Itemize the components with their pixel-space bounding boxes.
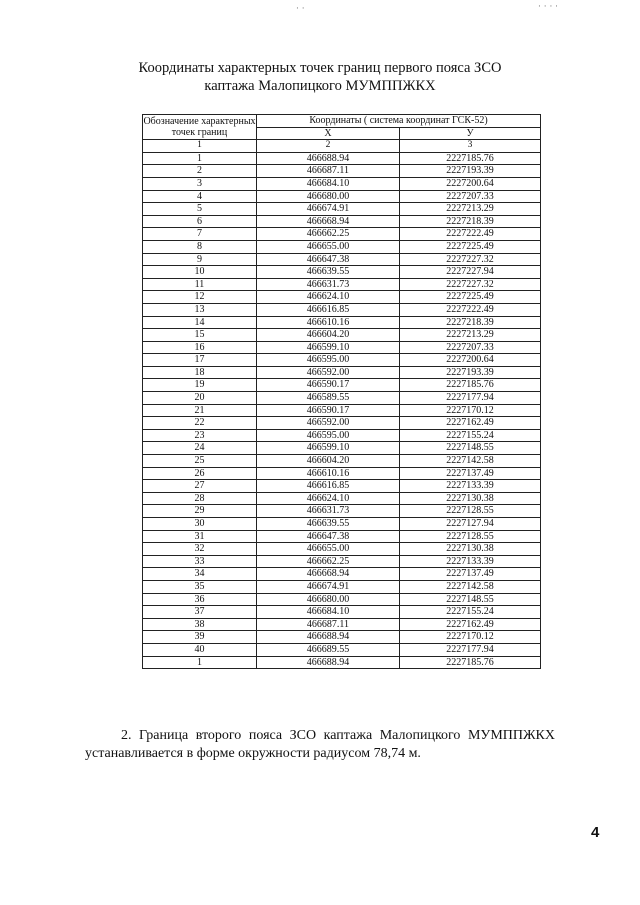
table-row bbox=[143, 404, 541, 417]
x-coordinate-cell: 466688.94 bbox=[257, 152, 400, 165]
table-row bbox=[143, 291, 541, 304]
y-coordinate-cell: 2227227.32 bbox=[400, 253, 541, 266]
x-coordinate-cell: 466655.00 bbox=[257, 240, 400, 253]
point-cell: 25 bbox=[143, 455, 257, 468]
coordinates-table bbox=[142, 114, 541, 669]
y-coordinate-cell: 2227225.49 bbox=[400, 240, 541, 253]
point-cell: 34 bbox=[143, 568, 257, 581]
y-coordinate-cell: 2227142.58 bbox=[400, 580, 541, 593]
x-coordinate-cell: 466616.85 bbox=[257, 480, 400, 493]
y-coordinate-cell: 2227225.49 bbox=[400, 291, 541, 304]
x-coordinate-cell: 466684.10 bbox=[257, 177, 400, 190]
x-coordinate-cell: 466680.00 bbox=[257, 190, 400, 203]
point-cell: 15 bbox=[143, 329, 257, 342]
x-coordinate-cell: 466674.91 bbox=[257, 203, 400, 216]
x-coordinate-cell: 466688.94 bbox=[257, 656, 400, 669]
point-cell: 6 bbox=[143, 215, 257, 228]
x-coordinate-cell: 466610.16 bbox=[257, 467, 400, 480]
y-coordinate-cell: 2227193.39 bbox=[400, 165, 541, 178]
y-coordinate-cell: 2227213.29 bbox=[400, 329, 541, 342]
x-coordinate-cell: 466624.10 bbox=[257, 492, 400, 505]
table-row bbox=[143, 530, 541, 543]
table-row bbox=[143, 593, 541, 606]
x-coordinate-cell: 466631.73 bbox=[257, 505, 400, 518]
point-cell: 30 bbox=[143, 518, 257, 531]
y-coordinate-cell: 2227177.94 bbox=[400, 392, 541, 405]
point-cell: 35 bbox=[143, 580, 257, 593]
point-cell: 18 bbox=[143, 366, 257, 379]
point-cell: 20 bbox=[143, 392, 257, 405]
point-cell: 27 bbox=[143, 480, 257, 493]
point-cell: 36 bbox=[143, 593, 257, 606]
y-coordinate-cell: 2227137.49 bbox=[400, 467, 541, 480]
x-coordinate-cell: 466604.20 bbox=[257, 329, 400, 342]
table-row bbox=[143, 631, 541, 644]
point-cell: 24 bbox=[143, 442, 257, 455]
table-row bbox=[143, 543, 541, 556]
point-cell: 17 bbox=[143, 354, 257, 367]
y-coordinate-cell: 2227162.49 bbox=[400, 618, 541, 631]
point-cell: 5 bbox=[143, 203, 257, 216]
x-coordinate-cell: 466655.00 bbox=[257, 543, 400, 556]
y-coordinate-cell: 2227128.55 bbox=[400, 505, 541, 518]
x-coordinate-cell: 466662.25 bbox=[257, 228, 400, 241]
point-cell: 39 bbox=[143, 631, 257, 644]
y-coordinate-cell: 2227155.24 bbox=[400, 429, 541, 442]
scan-mark: · · · · bbox=[538, 2, 559, 12]
y-coordinate-cell: 2227207.33 bbox=[400, 190, 541, 203]
y-coordinate-cell: 2227218.39 bbox=[400, 316, 541, 329]
y-coordinate-cell: 2227148.55 bbox=[400, 593, 541, 606]
x-coordinate-cell: 466590.17 bbox=[257, 379, 400, 392]
x-coordinate-cell: 466604.20 bbox=[257, 455, 400, 468]
table-row bbox=[143, 442, 541, 455]
x-column-header: X bbox=[257, 127, 400, 140]
page-number: 4 bbox=[591, 824, 600, 841]
point-cell: 28 bbox=[143, 492, 257, 505]
x-coordinate-cell: 466684.10 bbox=[257, 606, 400, 619]
x-coordinate-cell: 466610.16 bbox=[257, 316, 400, 329]
column-index: 3 bbox=[400, 140, 541, 153]
paragraph-line-2: устанавливается в форме окружности радиусом 78,74 м. bbox=[85, 746, 421, 761]
point-cell: 29 bbox=[143, 505, 257, 518]
table-row bbox=[143, 266, 541, 279]
x-coordinate-cell: 466668.94 bbox=[257, 568, 400, 581]
table-row bbox=[143, 152, 541, 165]
point-cell: 2 bbox=[143, 165, 257, 178]
y-coordinate-cell: 2227200.64 bbox=[400, 354, 541, 367]
y-coordinate-cell: 2227133.39 bbox=[400, 480, 541, 493]
table-row bbox=[143, 253, 541, 266]
point-cell: 4 bbox=[143, 190, 257, 203]
table-row bbox=[143, 518, 541, 531]
x-coordinate-cell: 466592.00 bbox=[257, 366, 400, 379]
table-row bbox=[143, 429, 541, 442]
x-coordinate-cell: 466590.17 bbox=[257, 404, 400, 417]
x-coordinate-cell: 466674.91 bbox=[257, 580, 400, 593]
point-cell: 22 bbox=[143, 417, 257, 430]
x-coordinate-cell: 466599.10 bbox=[257, 341, 400, 354]
y-coordinate-cell: 2227137.49 bbox=[400, 568, 541, 581]
table-row bbox=[143, 354, 541, 367]
x-coordinate-cell: 466687.11 bbox=[257, 165, 400, 178]
y-column-header: У bbox=[400, 127, 541, 140]
column-index: 2 bbox=[257, 140, 400, 153]
x-coordinate-cell: 466595.00 bbox=[257, 429, 400, 442]
point-cell: 19 bbox=[143, 379, 257, 392]
point-cell: 16 bbox=[143, 341, 257, 354]
table-row bbox=[143, 492, 541, 505]
y-coordinate-cell: 2227130.38 bbox=[400, 492, 541, 505]
table-row bbox=[143, 329, 541, 342]
point-cell: 10 bbox=[143, 266, 257, 279]
point-cell: 31 bbox=[143, 530, 257, 543]
y-coordinate-cell: 2227213.29 bbox=[400, 203, 541, 216]
scan-mark: · · bbox=[296, 4, 305, 14]
y-coordinate-cell: 2227142.58 bbox=[400, 455, 541, 468]
y-coordinate-cell: 2227133.39 bbox=[400, 555, 541, 568]
y-coordinate-cell: 2227130.38 bbox=[400, 543, 541, 556]
point-cell: 37 bbox=[143, 606, 257, 619]
x-coordinate-cell: 466662.25 bbox=[257, 555, 400, 568]
y-coordinate-cell: 2227218.39 bbox=[400, 215, 541, 228]
x-coordinate-cell: 466589.55 bbox=[257, 392, 400, 405]
table-row bbox=[143, 606, 541, 619]
table-row bbox=[143, 190, 541, 203]
x-coordinate-cell: 466639.55 bbox=[257, 266, 400, 279]
point-cell: 11 bbox=[143, 278, 257, 291]
point-cell: 1 bbox=[143, 152, 257, 165]
y-coordinate-cell: 2227200.64 bbox=[400, 177, 541, 190]
point-cell: 33 bbox=[143, 555, 257, 568]
table-row bbox=[143, 177, 541, 190]
table-row bbox=[143, 580, 541, 593]
point-designation-header: Обозначение характерных точек границ bbox=[143, 115, 256, 139]
column-index: 1 bbox=[143, 140, 257, 153]
coordinates-system-header: Координаты ( система координат ГСК-52) bbox=[257, 115, 541, 128]
table-row bbox=[143, 165, 541, 178]
point-cell: 26 bbox=[143, 467, 257, 480]
point-cell: 21 bbox=[143, 404, 257, 417]
table-row bbox=[143, 505, 541, 518]
table-row bbox=[143, 240, 541, 253]
table-row bbox=[143, 656, 541, 669]
table-row bbox=[143, 215, 541, 228]
x-coordinate-cell: 466639.55 bbox=[257, 518, 400, 531]
y-coordinate-cell: 2227162.49 bbox=[400, 417, 541, 430]
paragraph-line-1: 2. Граница второго пояса ЗСО каптажа Малопицкого МУМППЖКХ bbox=[121, 728, 555, 743]
y-coordinate-cell: 2227127.94 bbox=[400, 518, 541, 531]
y-coordinate-cell: 2227185.76 bbox=[400, 152, 541, 165]
point-cell: 32 bbox=[143, 543, 257, 556]
x-coordinate-cell: 466595.00 bbox=[257, 354, 400, 367]
y-coordinate-cell: 2227207.33 bbox=[400, 341, 541, 354]
x-coordinate-cell: 466688.94 bbox=[257, 631, 400, 644]
x-coordinate-cell: 466668.94 bbox=[257, 215, 400, 228]
table-row bbox=[143, 555, 541, 568]
point-cell: 13 bbox=[143, 303, 257, 316]
x-coordinate-cell: 466689.55 bbox=[257, 643, 400, 656]
point-cell: 3 bbox=[143, 177, 257, 190]
y-coordinate-cell: 2227222.49 bbox=[400, 303, 541, 316]
table-row bbox=[143, 480, 541, 493]
table-row bbox=[143, 341, 541, 354]
y-coordinate-cell: 2227155.24 bbox=[400, 606, 541, 619]
y-coordinate-cell: 2227148.55 bbox=[400, 442, 541, 455]
x-coordinate-cell: 466680.00 bbox=[257, 593, 400, 606]
table-row bbox=[143, 278, 541, 291]
x-coordinate-cell: 466647.38 bbox=[257, 530, 400, 543]
point-cell: 9 bbox=[143, 253, 257, 266]
y-coordinate-cell: 2227170.12 bbox=[400, 404, 541, 417]
y-coordinate-cell: 2227185.76 bbox=[400, 656, 541, 669]
table-row bbox=[143, 568, 541, 581]
point-cell: 40 bbox=[143, 643, 257, 656]
table-row bbox=[143, 392, 541, 405]
point-cell: 23 bbox=[143, 429, 257, 442]
x-coordinate-cell: 466647.38 bbox=[257, 253, 400, 266]
y-coordinate-cell: 2227222.49 bbox=[400, 228, 541, 241]
x-coordinate-cell: 466624.10 bbox=[257, 291, 400, 304]
y-coordinate-cell: 2227170.12 bbox=[400, 631, 541, 644]
y-coordinate-cell: 2227227.32 bbox=[400, 278, 541, 291]
x-coordinate-cell: 466592.00 bbox=[257, 417, 400, 430]
table-row bbox=[143, 379, 541, 392]
point-cell: 14 bbox=[143, 316, 257, 329]
y-coordinate-cell: 2227193.39 bbox=[400, 366, 541, 379]
y-coordinate-cell: 2227185.76 bbox=[400, 379, 541, 392]
table-row bbox=[143, 203, 541, 216]
table-row bbox=[143, 618, 541, 631]
point-cell: 8 bbox=[143, 240, 257, 253]
table-row bbox=[143, 303, 541, 316]
title-line-1: Координаты характерных точек границ первого пояса ЗСО bbox=[138, 60, 502, 76]
x-coordinate-cell: 466599.10 bbox=[257, 442, 400, 455]
table-row bbox=[143, 643, 541, 656]
table-row bbox=[143, 316, 541, 329]
point-cell: 12 bbox=[143, 291, 257, 304]
point-cell: 38 bbox=[143, 618, 257, 631]
column-index-row bbox=[143, 140, 541, 153]
second-zone-paragraph bbox=[85, 727, 555, 763]
table-row bbox=[143, 467, 541, 480]
table-row bbox=[143, 455, 541, 468]
x-coordinate-cell: 466631.73 bbox=[257, 278, 400, 291]
y-coordinate-cell: 2227227.94 bbox=[400, 266, 541, 279]
x-coordinate-cell: 466687.11 bbox=[257, 618, 400, 631]
table-row bbox=[143, 366, 541, 379]
document-title bbox=[100, 59, 540, 95]
point-cell: 1 bbox=[143, 656, 257, 669]
point-cell: 7 bbox=[143, 228, 257, 241]
table-row bbox=[143, 417, 541, 430]
x-coordinate-cell: 466616.85 bbox=[257, 303, 400, 316]
title-line-2: каптажа Малопицкого МУМППЖКХ bbox=[204, 78, 436, 94]
table-row bbox=[143, 228, 541, 241]
y-coordinate-cell: 2227177.94 bbox=[400, 643, 541, 656]
y-coordinate-cell: 2227128.55 bbox=[400, 530, 541, 543]
